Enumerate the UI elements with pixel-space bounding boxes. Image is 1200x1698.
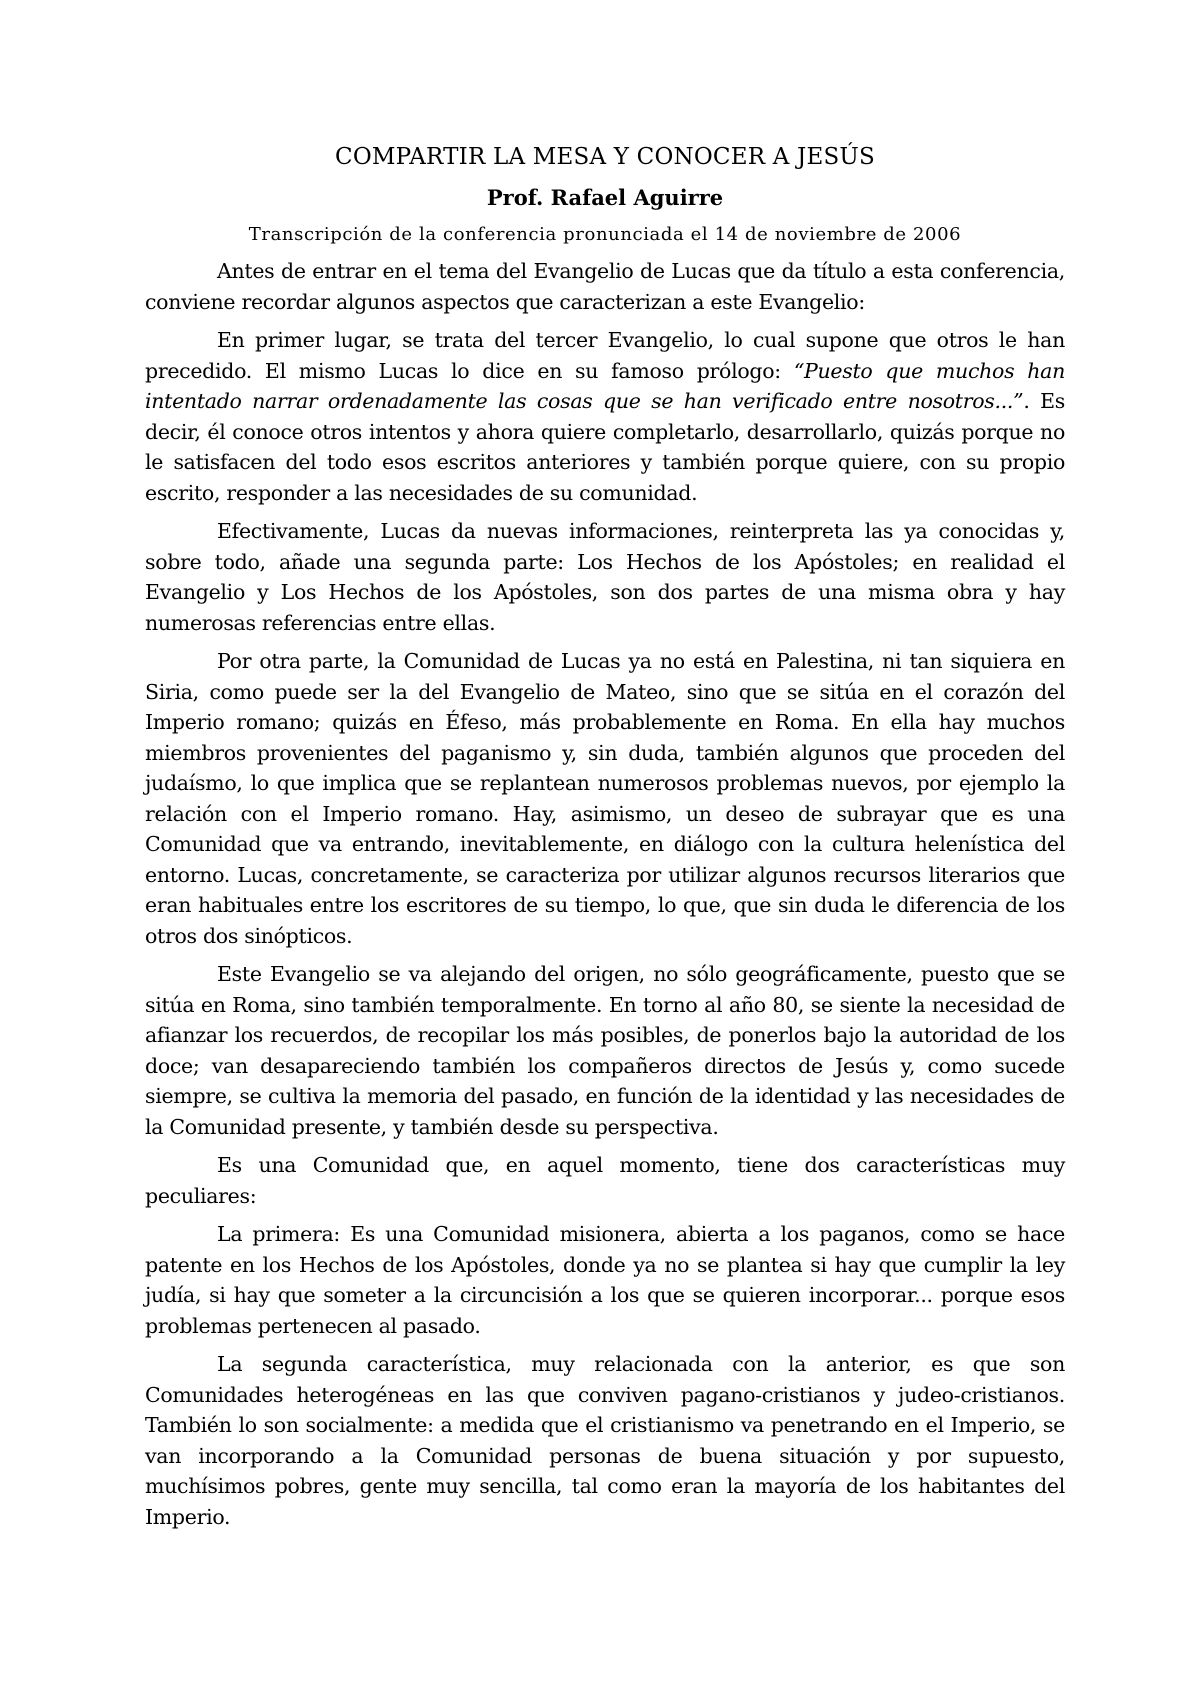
paragraph-7: La primera: Es una Comunidad misionera, abierta a los paganos, como se hace patente en los Hechos de los Apóstoles, donde ya no se plantea si hay que cumplir la ley judía, si hay que someter a la circuncisión a los que se quieren incorporar... porque esos problemas pertenecen al pasado. xyxy=(145,1222,1065,1338)
paragraph-4: Por otra parte, la Comunidad de Lucas ya no está en Palestina, ni tan siquiera en Siria, como puede ser la del Evangelio de Mateo, sino que se sitúa en el corazón del Imperio romano; quizás en Éfeso, más probablemente en Roma. En ella hay muchos miembros provenientes del paganismo y, sin duda, también algunos que proceden del judaísmo, lo que implica que se replantean numerosos problemas nuevos, por ejemplo la relación con el Imperio romano. Hay, asimismo, un deseo de subrayar que es una Comunidad que va entrando, inevitablemente, en diálogo con la cultura helenística del entorno. Lucas, concretamente, se caracteriza por utilizar algunos recursos literarios que eran habituales entre los escritores de su tiempo, lo que, que sin duda le diferencia de los otros dos sinópticos. xyxy=(145,649,1065,948)
paragraph-2-text-after-quote: . Es decir, él conoce otros intentos y ahora quiere completarlo, desarrollarlo, quizás porque no le satisfacen del todo esos escritos anteriores y también porque quiere, con su propio escrito, responder a las necesidades de su comunidad. xyxy=(145,389,1065,505)
document-subtitle: Transcripción de la conferencia pronunciada el 14 de noviembre de 2006 xyxy=(248,224,962,245)
paragraph-3: Efectivamente, Lucas da nuevas informaciones, reinterpreta las ya conocidas y, sobre todo, añade una segunda parte: Los Hechos de los Apóstoles; en realidad el Evangelio y Los Hechos de los Apóstoles, son dos partes de una misma obra y hay numerosas referencias entre ellas. xyxy=(145,519,1065,635)
paragraph-2-text-before-quote: En primer lugar, se trata del tercer Evangelio, lo cual supone que otros le han precedido. El mismo Lucas lo dice en su famoso prólogo: xyxy=(145,328,1065,383)
document-author: Prof. Rafael Aguirre xyxy=(486,185,724,210)
paragraph-1: Antes de entrar en el tema del Evangelio de Lucas que da título a esta conferencia, conviene recordar algunos aspectos que caracterizan a este Evangelio: xyxy=(145,259,1065,314)
paragraph-6: Es una Comunidad que, en aquel momento, tiene dos características muy peculiares: xyxy=(145,1153,1065,1208)
document-page xyxy=(145,140,1065,1540)
prologue-quote: “Puesto que muchos han intentado narrar ordenadamente las cosas que se han verificado entre nosotros...” xyxy=(145,358,1065,413)
paragraph-8: La segunda característica, muy relacionada con la anterior, es que son Comunidades heterogéneas en las que conviven pagano-cristianos y judeo-cristianos. También lo son socialmente: a medida que el cristianismo va penetrando en el Imperio, se van incorporando a la Comunidad personas de buena situación y por supuesto, muchísimos pobres, gente muy sencilla, tal como eran la mayoría de los habitantes del Imperio. xyxy=(145,1352,1065,1529)
document-title: COMPARTIR LA MESA Y CONOCER A JESÚS xyxy=(335,144,875,170)
paragraph-5: Este Evangelio se va alejando del origen, no sólo geográficamente, puesto que se sitúa en Roma, sino también temporalmente. En torno al año 80, se siente la necesidad de afianzar los recuerdos, de recopilar los más posibles, de ponerlos bajo la autoridad de los doce; van desapareciendo también los compañeros directos de Jesús y, como sucede siempre, se cultiva la memoria del pasado, en función de la identidad y las necesidades de la Comunidad presente, y también desde su perspectiva. xyxy=(145,962,1065,1139)
paragraph-2 xyxy=(145,325,1065,508)
